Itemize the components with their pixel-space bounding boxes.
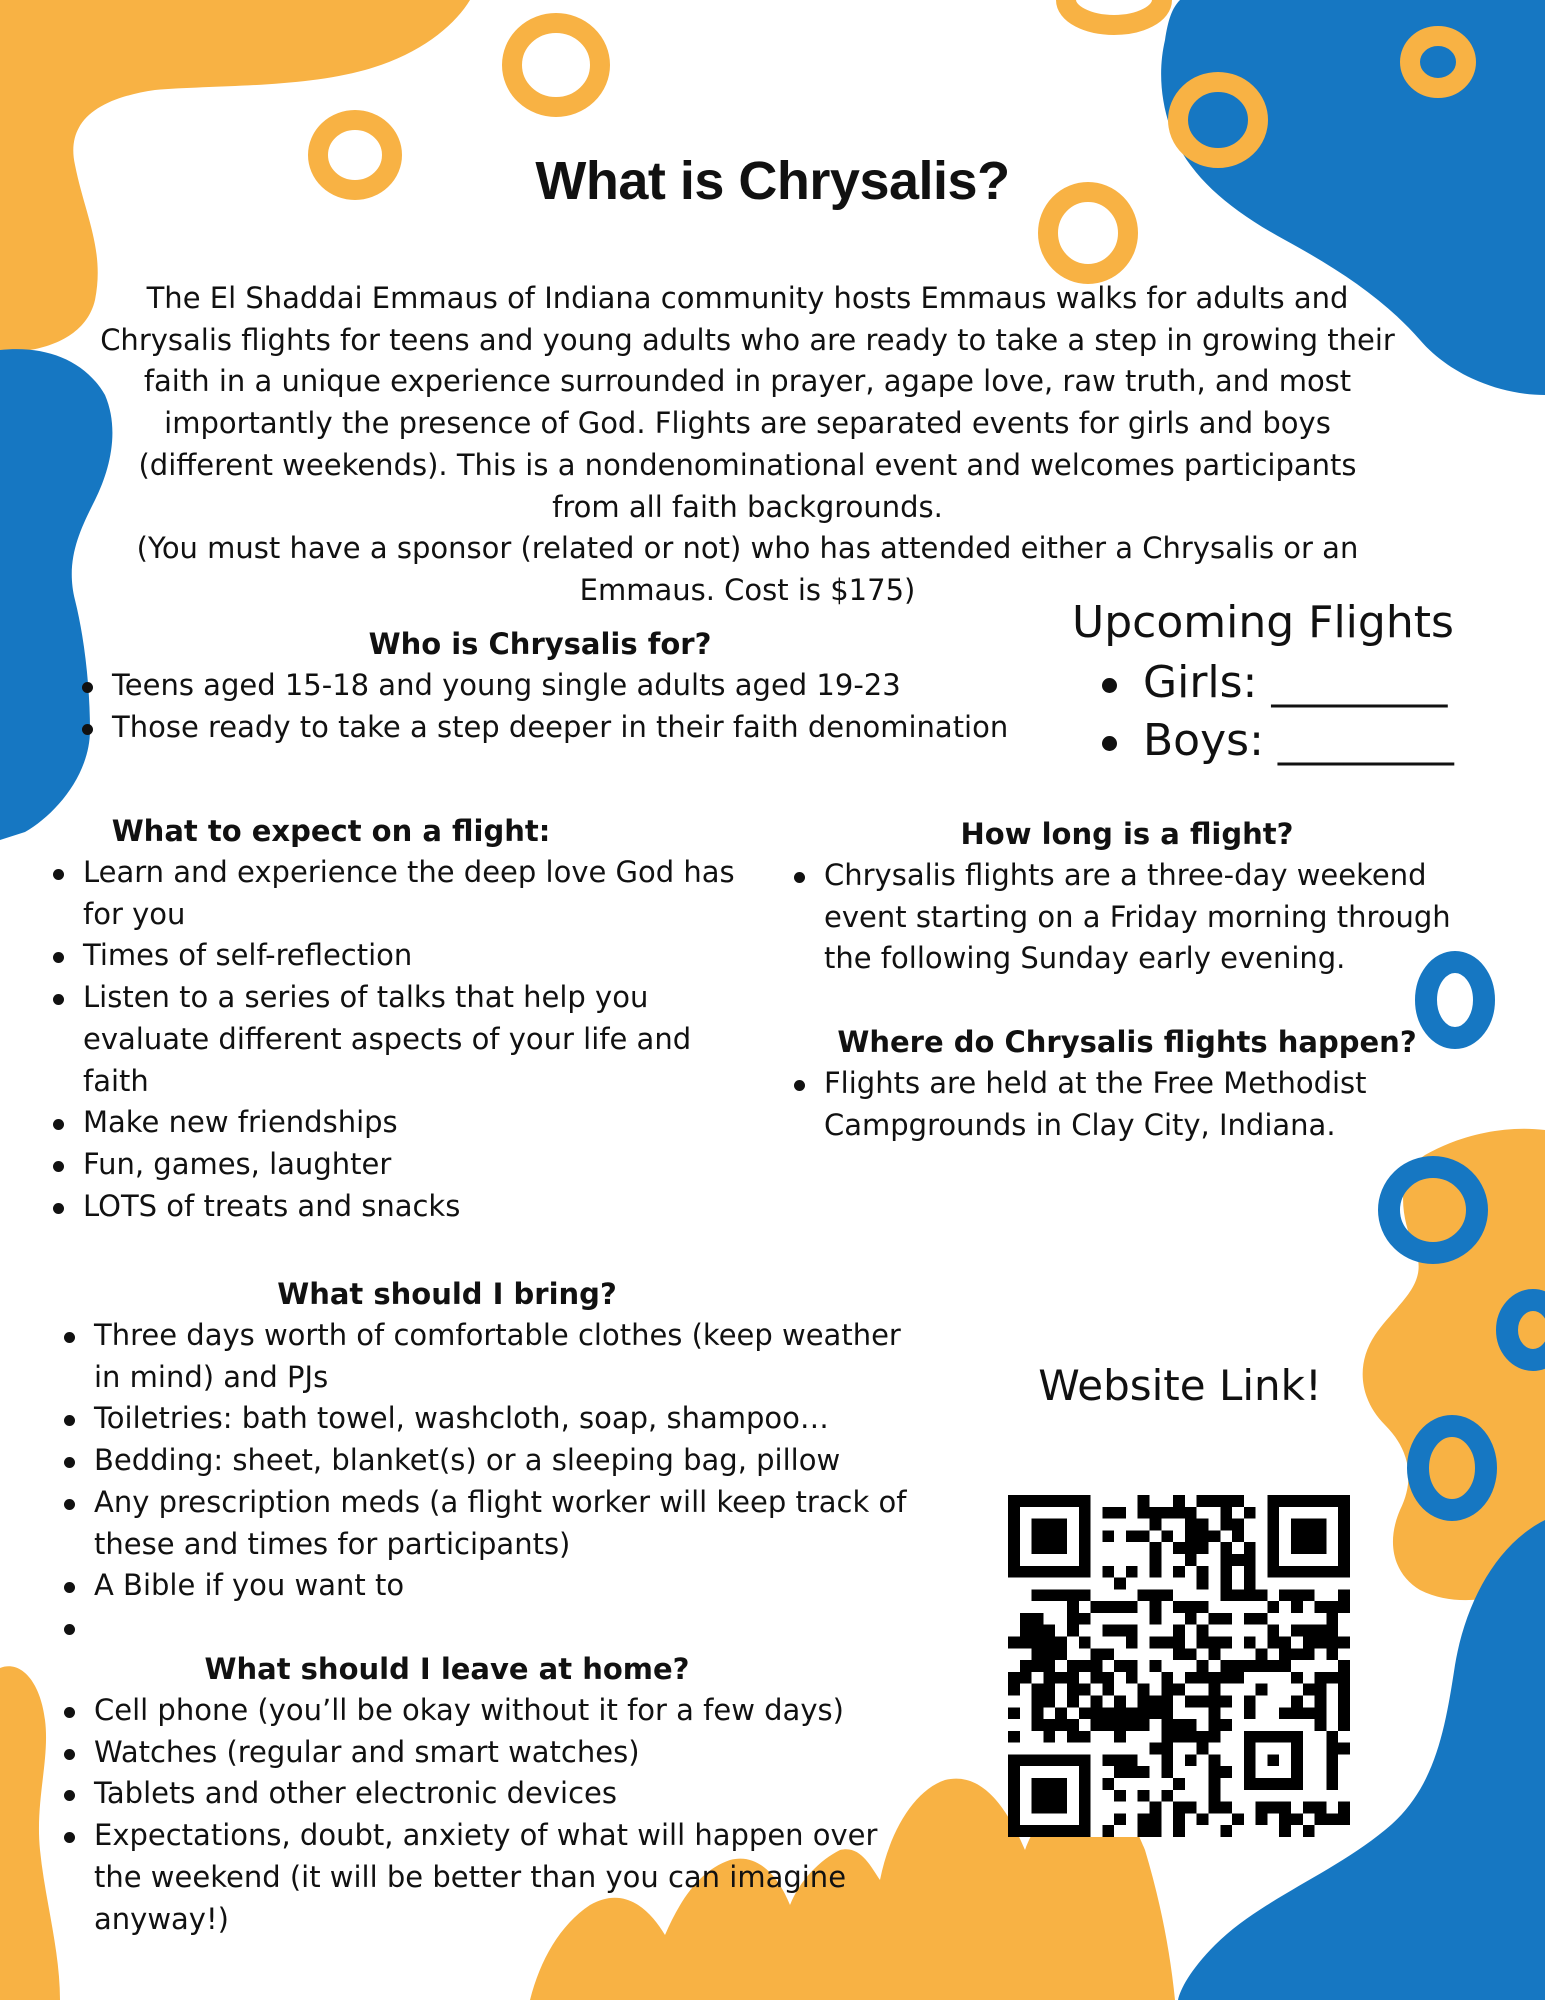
how-long-list xyxy=(787,855,1467,980)
list-item: Tablets and other electronic devices xyxy=(94,1773,927,1815)
list-item: Any prescription meds (a flight worker will keep track of these and times for participants) xyxy=(94,1482,927,1565)
leave-list xyxy=(57,1690,927,1940)
expect-section xyxy=(46,811,736,1227)
list-item: Toiletries: bath towel, washcloth, soap, shampoo… xyxy=(94,1398,927,1440)
intro-line: faith in a unique experience surrounded in prayer, agape love, raw truth, and most xyxy=(143,364,1352,399)
website-link-label: Website Link! xyxy=(1038,1361,1322,1410)
list-item: Teens aged 15-18 and young single adults aged 19-23 xyxy=(112,665,1025,707)
where-list xyxy=(787,1063,1467,1146)
upcoming-list xyxy=(1072,654,1492,770)
list-item: Watches (regular and smart watches) xyxy=(94,1732,927,1774)
list-item: Listen to a series of talks that help you evaluate different aspects of your life and faith xyxy=(83,977,736,1102)
how-long-heading: How long is a flight? xyxy=(960,817,1294,851)
girls-flight-date: Girls: ________ xyxy=(1143,654,1492,712)
intro-paragraph xyxy=(95,278,1400,612)
who-heading: Who is Chrysalis for? xyxy=(368,627,712,661)
list-item: Learn and experience the deep love God has for you xyxy=(83,852,736,935)
list-item: Expectations, doubt, anxiety of what will happen over the weekend (it will be better than you can imagine anyway!) xyxy=(94,1815,927,1940)
orange-rings xyxy=(318,0,1258,274)
orange-blob-bottom-left xyxy=(0,1666,60,2000)
leave-section xyxy=(57,1649,927,1940)
intro-line: Emmaus. Cost is $175) xyxy=(579,572,916,607)
upcoming-flights-section xyxy=(1072,592,1492,770)
upcoming-heading: Upcoming Flights xyxy=(1072,597,1454,648)
page-title: What is Chrysalis? xyxy=(535,151,1010,211)
list-item: Flights are held at the Free Methodist Campgrounds in Clay City, Indiana. xyxy=(824,1063,1467,1146)
boys-flight-date: Boys: ________ xyxy=(1143,712,1492,770)
bring-list xyxy=(57,1315,927,1649)
bring-heading: What should I bring? xyxy=(277,1277,617,1311)
list-item: LOTS of treats and snacks xyxy=(83,1186,736,1228)
intro-line: importantly the presence of God. Flights are separated events for girls and boys xyxy=(164,406,1331,441)
intro-line: The El Shaddai Emmaus of Indiana community hosts Emmaus walks for adults and xyxy=(146,281,1349,315)
list-item: Chrysalis flights are a three-day weekend event starting on a Friday morning through the following Sunday early evening. xyxy=(824,855,1467,980)
where-heading: Where do Chrysalis flights happen? xyxy=(837,1025,1417,1059)
list-item-empty xyxy=(94,1607,927,1649)
who-section xyxy=(75,624,1025,748)
list-item: Bedding: sheet, blanket(s) or a sleeping bag, pillow xyxy=(94,1440,927,1482)
how-long-section xyxy=(787,814,1467,980)
intro-line: Chrysalis flights for teens and young adults who are ready to take a step in growing their xyxy=(100,322,1395,357)
intro-line: from all faith backgrounds. xyxy=(552,489,943,524)
website-qr-code[interactable] xyxy=(1008,1495,1350,1837)
list-item: Make new friendships xyxy=(83,1102,736,1144)
list-item: Cell phone (you’ll be okay without it for a few days) xyxy=(94,1690,927,1732)
intro-line: (different weekends). This is a nondenominational event and welcomes participants xyxy=(138,447,1357,482)
list-item: Times of self-reflection xyxy=(83,935,736,977)
list-item: A Bible if you want to xyxy=(94,1565,927,1607)
intro-line: (You must have a sponsor (related or not) who has attended either a Chrysalis or an xyxy=(136,531,1359,566)
where-section xyxy=(787,1022,1467,1146)
list-item: Three days worth of comfortable clothes (keep weather in mind) and PJs xyxy=(94,1315,927,1398)
expect-heading: What to expect on a flight: xyxy=(111,814,551,848)
expect-list xyxy=(46,852,736,1227)
who-list xyxy=(75,665,1025,748)
bring-section xyxy=(57,1274,927,1649)
leave-heading: What should I leave at home? xyxy=(204,1652,690,1686)
list-item: Fun, games, laughter xyxy=(83,1144,736,1186)
list-item: Those ready to take a step deeper in their faith denomination xyxy=(112,707,1025,749)
